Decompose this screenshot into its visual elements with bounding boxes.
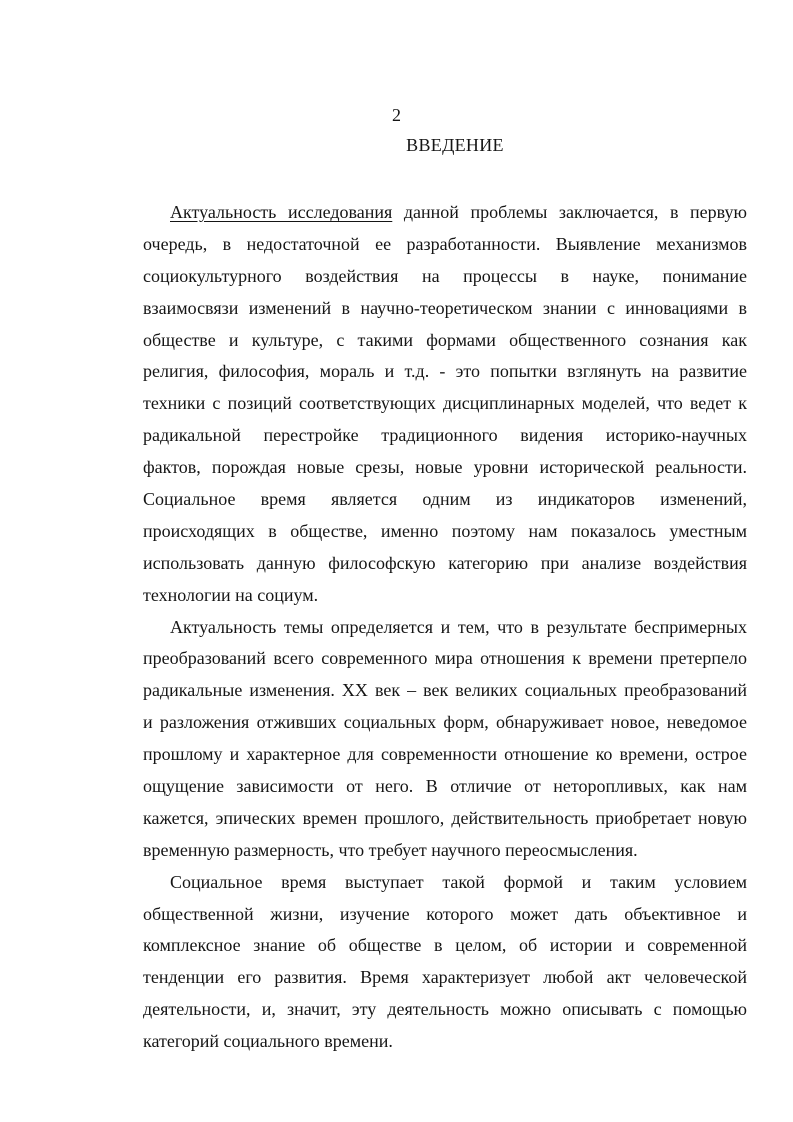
paragraph-3-line-2: общественной жизни, изучение которого может дать объективное и	[143, 903, 747, 924]
paragraph-1-line-4: взаимосвязи изменений в научно-теоретическом знании с инновациями в	[143, 297, 747, 318]
page-number: 2	[392, 105, 401, 125]
paragraph-1-line-7: техники с позиций соответствующих дисциплинарных моделей, что ведет к	[143, 393, 747, 414]
paragraph-3-line-6: категорий социального времени.	[143, 1031, 393, 1052]
paragraph-2-line-4: и разложения отживших социальных форм, обнаруживает новое, неведомое	[143, 712, 747, 733]
body-text	[143, 197, 747, 1058]
paragraph-2-line-7: кажется, эпических времен прошлого, действительность приобретает новую	[143, 807, 747, 828]
paragraph-1-line-6: религия, философия, мораль и т.д. - это попытки взглянуть на развитие	[143, 361, 747, 382]
paragraph-1-line-1-rest: данной проблемы заключается, в первую	[392, 202, 747, 222]
paragraph-3-line-1: Социальное время выступает такой формой и таким условием	[170, 871, 747, 892]
paragraph-3-line-4: тенденции его развития. Время характеризует любой акт человеческой	[143, 967, 747, 988]
paragraph-1-line-2: очередь, в недостаточной ее разработанности. Выявление механизмов	[143, 233, 747, 254]
paragraph-1-line-8: радикальной перестройке традиционного видения историко-научных	[143, 425, 747, 446]
paragraph-2-line-8: временную размерность, что требует научного переосмысления.	[143, 839, 638, 860]
relevance-underlined-phrase: Актуальность исследования	[170, 202, 393, 222]
paragraph-2-line-3: радикальные изменения. XX век – век великих социальных преобразований	[143, 680, 747, 701]
paragraph-2-line-1: Актуальность темы определяется и тем, что в результате беспримерных	[170, 616, 747, 637]
paragraph-1-line-1	[143, 197, 747, 229]
paragraph-1-line-12: использовать данную философскую категорию при анализе воздействия	[143, 552, 747, 573]
paragraph-1-line-5: обществе и культуре, с такими формами общественного сознания как	[143, 329, 747, 350]
paragraph-2-line-6: ощущение зависимости от него. В отличие от неторопливых, как нам	[143, 776, 747, 797]
paragraph-1-line-10: Социальное время является одним из индикаторов изменений,	[143, 489, 747, 510]
section-heading: ВВЕДЕНИЕ	[406, 135, 504, 155]
paragraph-1-line-13: технологии на социум.	[143, 584, 319, 605]
paragraph-3-line-3: комплексное знание об обществе в целом, об истории и современной	[143, 935, 747, 956]
paragraph-2-line-2: преобразований всего современного мира отношения к времени претерпело	[143, 648, 747, 669]
paragraph-1-line-3: социокультурного воздействия на процессы в науке, понимание	[143, 265, 747, 286]
paragraph-2-line-5: прошлому и характерное для современности отношение ко времени, острое	[143, 744, 747, 765]
paragraph-1-line-9: фактов, порождая новые срезы, новые уровни исторической реальности.	[143, 457, 747, 478]
paragraph-1-line-11: происходящих в обществе, именно поэтому нам показалось уместным	[143, 520, 747, 541]
paragraph-3-line-5: деятельности, и, значит, эту деятельность можно описывать с помощью	[143, 999, 747, 1020]
